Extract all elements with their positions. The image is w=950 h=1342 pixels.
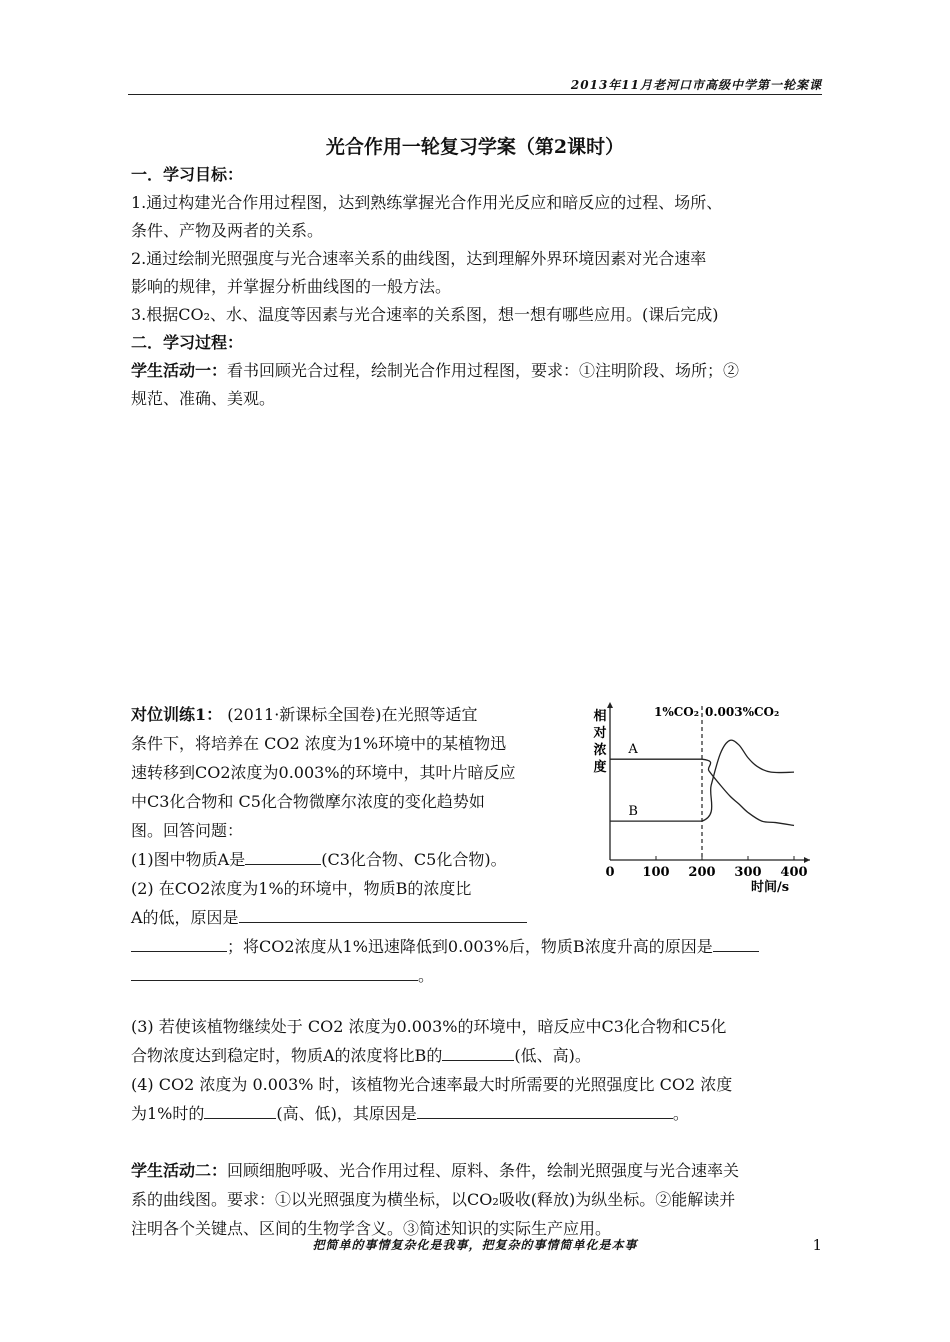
- x-axis-label: 时间/s: [750, 880, 790, 895]
- concentration-chart: [585, 700, 825, 900]
- question4-line2: [131, 1099, 823, 1128]
- question4-text: 为1%时的: [131, 1104, 205, 1123]
- exercise1-line3: 速转移到CO2浓度为0.003%的环境中，其叶片暗反应: [131, 763, 516, 782]
- answer-blank-2b[interactable]: [131, 934, 227, 952]
- question1-options: (C3化合物、C5化合物)。: [321, 850, 507, 869]
- footer-text: 把简单的事情复杂化是我事，把复杂的事情简单化是本事: [312, 1238, 638, 1252]
- objective-3: 3.根据CO₂、水、温度等因素与光合速率的关系图，想一想有哪些应用。(课后完成): [131, 305, 719, 324]
- activity2-line3: 注明各个关键点、区间的生物学含义。③简述知识的实际生产应用。: [131, 1219, 612, 1238]
- activity1-text: 看书回顾光合过程，绘制光合作用过程图，要求：①注明阶段、场所；②: [227, 361, 740, 380]
- y-label-char: 浓: [593, 743, 607, 758]
- question3-line1: (3) 若使该植物继续处于 CO2 浓度为0.003%的环境中，暗反应中C3化合物和C5化: [131, 1017, 727, 1036]
- question3-line2: [131, 1041, 823, 1070]
- answer-blank-3[interactable]: [442, 1043, 514, 1061]
- region-label-0003pct: 0.003%CO₂: [705, 705, 780, 719]
- section2-heading: 二．学习过程：: [131, 333, 244, 352]
- x-tick-label: 100: [642, 865, 670, 880]
- activity2-line2: 系的曲线图。要求：①以光照强度为横坐标，以CO₂吸收(释放)为纵坐标。②能解读并: [131, 1190, 736, 1209]
- header-rule: [128, 94, 822, 95]
- activity1-line2: 规范、准确、美观。: [131, 389, 276, 408]
- y-axis-label: [592, 708, 606, 775]
- answer-blank-4b[interactable]: [417, 1101, 673, 1119]
- answer-blank-1[interactable]: [245, 847, 321, 865]
- section1-heading: 一．学习目标：: [131, 165, 244, 184]
- question3-options: (低、高)。: [514, 1046, 591, 1065]
- region-label-1pct: 1%CO₂: [653, 705, 699, 719]
- exercise1-line5: 图。回答问题：: [131, 821, 244, 840]
- question4-line1: (4) CO2 浓度为 0.003% 时，该植物光合速率最大时所需要的光照强度比 CO2 浓度: [131, 1075, 733, 1094]
- exercise1-line2: 条件下，将培养在 CO2 浓度为1%环境中的某植物迅: [131, 734, 507, 753]
- page-number: 1: [812, 1236, 822, 1254]
- activity1-line1: [131, 356, 823, 385]
- answer-blank-2a[interactable]: [239, 905, 527, 923]
- header-text: 2013年11月老河口市高级中学第一轮案课: [570, 78, 822, 92]
- y-label-char: 对: [593, 726, 607, 741]
- exercise1-line1: [131, 700, 576, 729]
- question2-text2: ；将CO2浓度从1%迅速降低到0.003%后，物质B浓度升高的原因是: [227, 937, 713, 956]
- question2-line4: [131, 961, 823, 990]
- question1-text: (1)图中物质A是: [131, 850, 246, 869]
- question2-line2: [131, 903, 576, 932]
- exercise1-label: 对位训练1：: [131, 705, 223, 724]
- exercise1-source: (2011·新课标全国卷)在光照等适宜: [222, 705, 478, 724]
- activity2-text: 回顾细胞呼吸、光合作用过程、原料、条件，绘制光照强度与光合速率关: [227, 1161, 740, 1180]
- objective-2-line2: 影响的规律，并掌握分析曲线图的一般方法。: [131, 277, 452, 296]
- y-label-char: 相: [593, 709, 607, 724]
- x-tick-label: 0: [605, 865, 615, 880]
- question4-end: 。: [672, 1104, 689, 1123]
- question2-text: A的低，原因是: [131, 908, 239, 927]
- y-axis-arrow: [607, 702, 613, 708]
- x-tick-label: 300: [734, 865, 762, 880]
- answer-blank-2d[interactable]: [131, 963, 418, 981]
- series-label-A: A: [628, 742, 638, 758]
- question1: [131, 845, 576, 874]
- x-tick-label: 400: [780, 865, 808, 880]
- x-tick-label: 200: [688, 865, 716, 880]
- answer-blank-4a[interactable]: [204, 1101, 276, 1119]
- objective-1-line2: 条件、产物及两者的关系。: [131, 221, 324, 240]
- question2-line1: (2) 在CO2浓度为1%的环境中，物质B的浓度比: [131, 879, 472, 898]
- exercise1-line4: 中C3化合物和 C5化合物微摩尔浓度的变化趋势如: [131, 792, 485, 811]
- question3-text: 合物浓度达到稳定时，物质A的浓度将比B的: [131, 1046, 443, 1065]
- activity2-label: 学生活动二：: [131, 1161, 228, 1180]
- question2-line3: [131, 932, 823, 961]
- activity1-label: 学生活动一：: [131, 361, 228, 380]
- page-title: 光合作用一轮复习学案（第2课时）: [325, 136, 625, 158]
- y-label-char: 度: [593, 760, 607, 775]
- objective-2-line1: 2.通过绘制光照强度与光合速率关系的曲线图，达到理解外界环境因素对光合速率: [131, 249, 707, 268]
- activity2-line1: [131, 1156, 823, 1185]
- series-label-B: B: [628, 804, 638, 820]
- answer-blank-2c[interactable]: [713, 934, 759, 952]
- question2-end: 。: [418, 966, 435, 985]
- objective-1-line1: 1.通过构建光合作用过程图，达到熟练掌握光合作用光反应和暗反应的过程、场所、: [131, 193, 723, 212]
- x-axis-arrow: [804, 857, 810, 863]
- question4-text2: (高、低)，其原因是: [276, 1104, 417, 1123]
